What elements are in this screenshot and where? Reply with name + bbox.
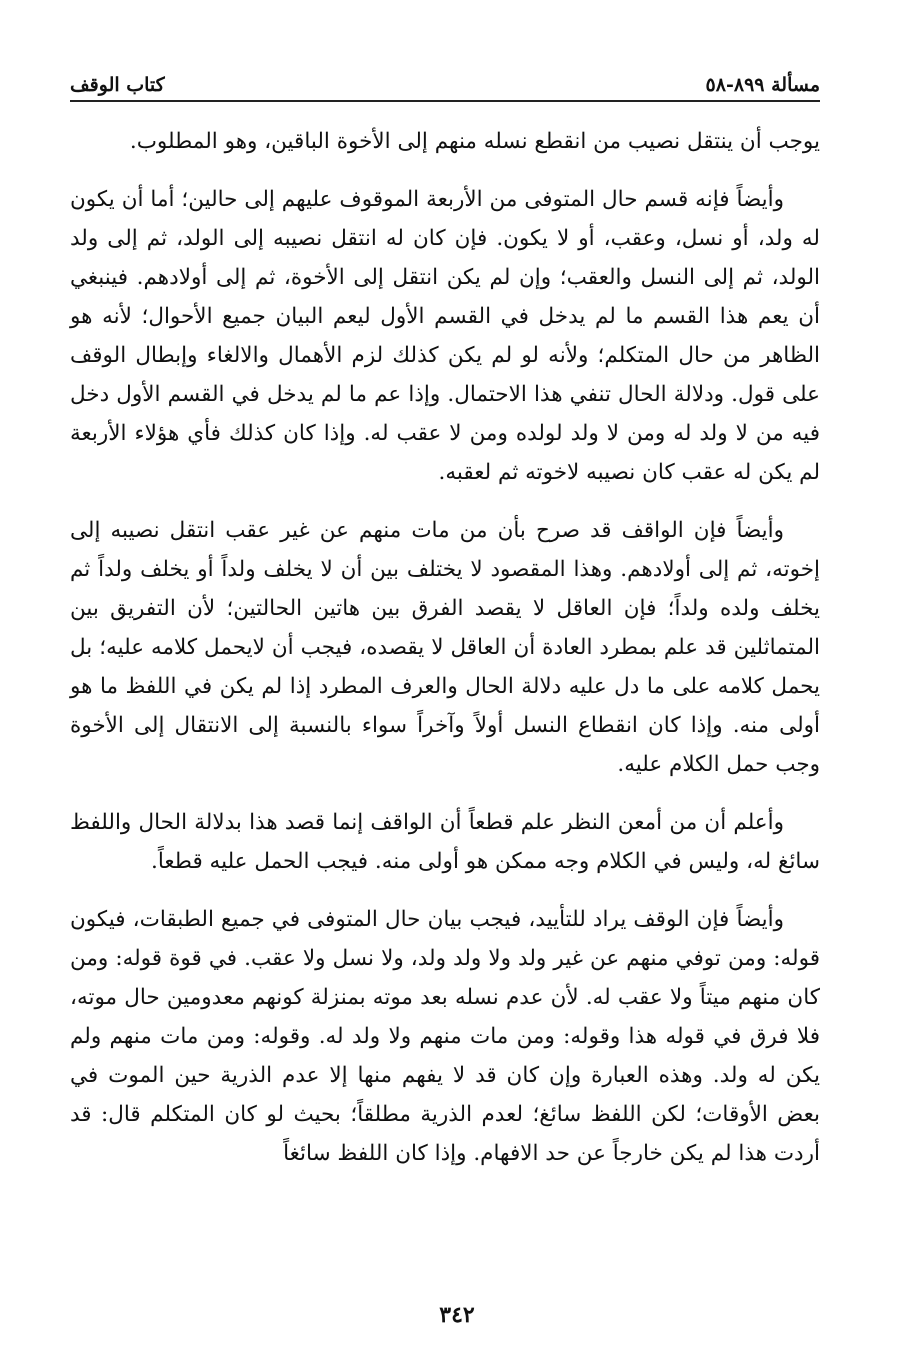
header-divider — [70, 100, 820, 102]
paragraph-3: وأيضاً فإن الواقف قد صرح بأن من مات منهم عن غير عقب انتقل نصيبه إلى إخوته، ثم إلى أولادهم. وهذا المقصود لا يختلف بين أن لا يخلف ولداً أو يخلف ولداً ثم يخلف ولده ولداً؛ فإن العاقل لا يقصد الفرق بين هاتين الحالتين؛ لأن التفريق بين المتماثلين قد علم بمطرد العادة أن العاقل لا يقصده، فيجب أن لايحمل كلامه عليه؛ بل يحمل كلامه على ما دل عليه دلالة الحال والعرف المطرد إذا لم يكن في اللفظ ما هو أولى منه. وإذا كان انقطاع النسل أولاً وآخراً سواء بالنسبة إلى الانتقال إلى الأخوة وجب حمل الكلام عليه. — [70, 518, 820, 777]
paragraph-4: وأعلم أن من أمعن النظر علم قطعاً أن الواقف إنما قصد هذا بدلالة الحال واللفظ سائغ له، وليس في الكلام وجه ممكن هو أولى منه. فيجب الحمل عليه قطعاً. — [70, 810, 820, 874]
main-text — [70, 122, 820, 1192]
paragraph-2: وأيضاً فإنه قسم حال المتوفى من الأربعة الموقوف عليهم إلى حالين؛ أما أن يكون له ولد، أو نسل، وعقب، أو لا يكون. فإن كان له انتقل نصيبه إلى الولد، ثم إلى ولد الولد، ثم إلى النسل والعقب؛ وإن لم يكن انتقل إلى الأخوة، ثم إلى أولادهم. فينبغي أن يعم هذا القسم ما لم يدخل في القسم الأول ليعم البيان جميع الأحوال؛ لأنه هو الظاهر من حال المتكلم؛ ولأنه لو لم يكن كذلك لزم الأهمال والالغاء وإبطال الوقف على قول. ودلالة الحال تنفي هذا الاحتمال. وإذا عم ما لم يدخل في القسم الأول دخل فيه من لا ولد له ومن لا ولد لولده ومن لا عقب له. وإذا كان كذلك فأي هؤلاء الأربعة لم يكن له عقب كان نصيبه لاخوته ثم لعقبه. — [70, 187, 820, 485]
running-header — [70, 66, 820, 96]
page-number: ٣٤٢ — [439, 1302, 475, 1328]
paragraph-1: يوجب أن ينتقل نصيب من انقطع نسله منهم إلى الأخوة الباقين، وهو المطلوب. — [129, 129, 820, 154]
paragraph-5: وأيضاً فإن الوقف يراد للتأييد، فيجب بيان حال المتوفى في جميع الطبقات، فيكون قوله: ومن توفي منهم عن غير ولد ولا ولد ولد، ولا نسل ولا عقب. في قوة قوله: ومن كان منهم ميتاً ولا عقب له. لأن عدم نسله بعد موته بمنزلة كونهم معدومين حال موته، فلا فرق في قوله هذا وقوله: ومن مات منهم ولا ولد له. وقوله: ومن مات منهم ولم يكن له ولد. وهذه العبارة وإن كان قد لا يفهم منها إلا عدم الذرية حين الموت في بعض الأوقات؛ لكن اللفظ سائغ؛ لعدم الذرية مطلقاً؛ بحيث لو كان المتكلم قال: قد أردت هذا لم يكن خارجاً عن حد الافهام. وإذا كان اللفظ سائغاً — [70, 907, 820, 1166]
issue-label: مسألة ٨٩٩-٥٨ — [705, 74, 820, 96]
chapter-title: كتاب الوقف — [70, 74, 165, 96]
